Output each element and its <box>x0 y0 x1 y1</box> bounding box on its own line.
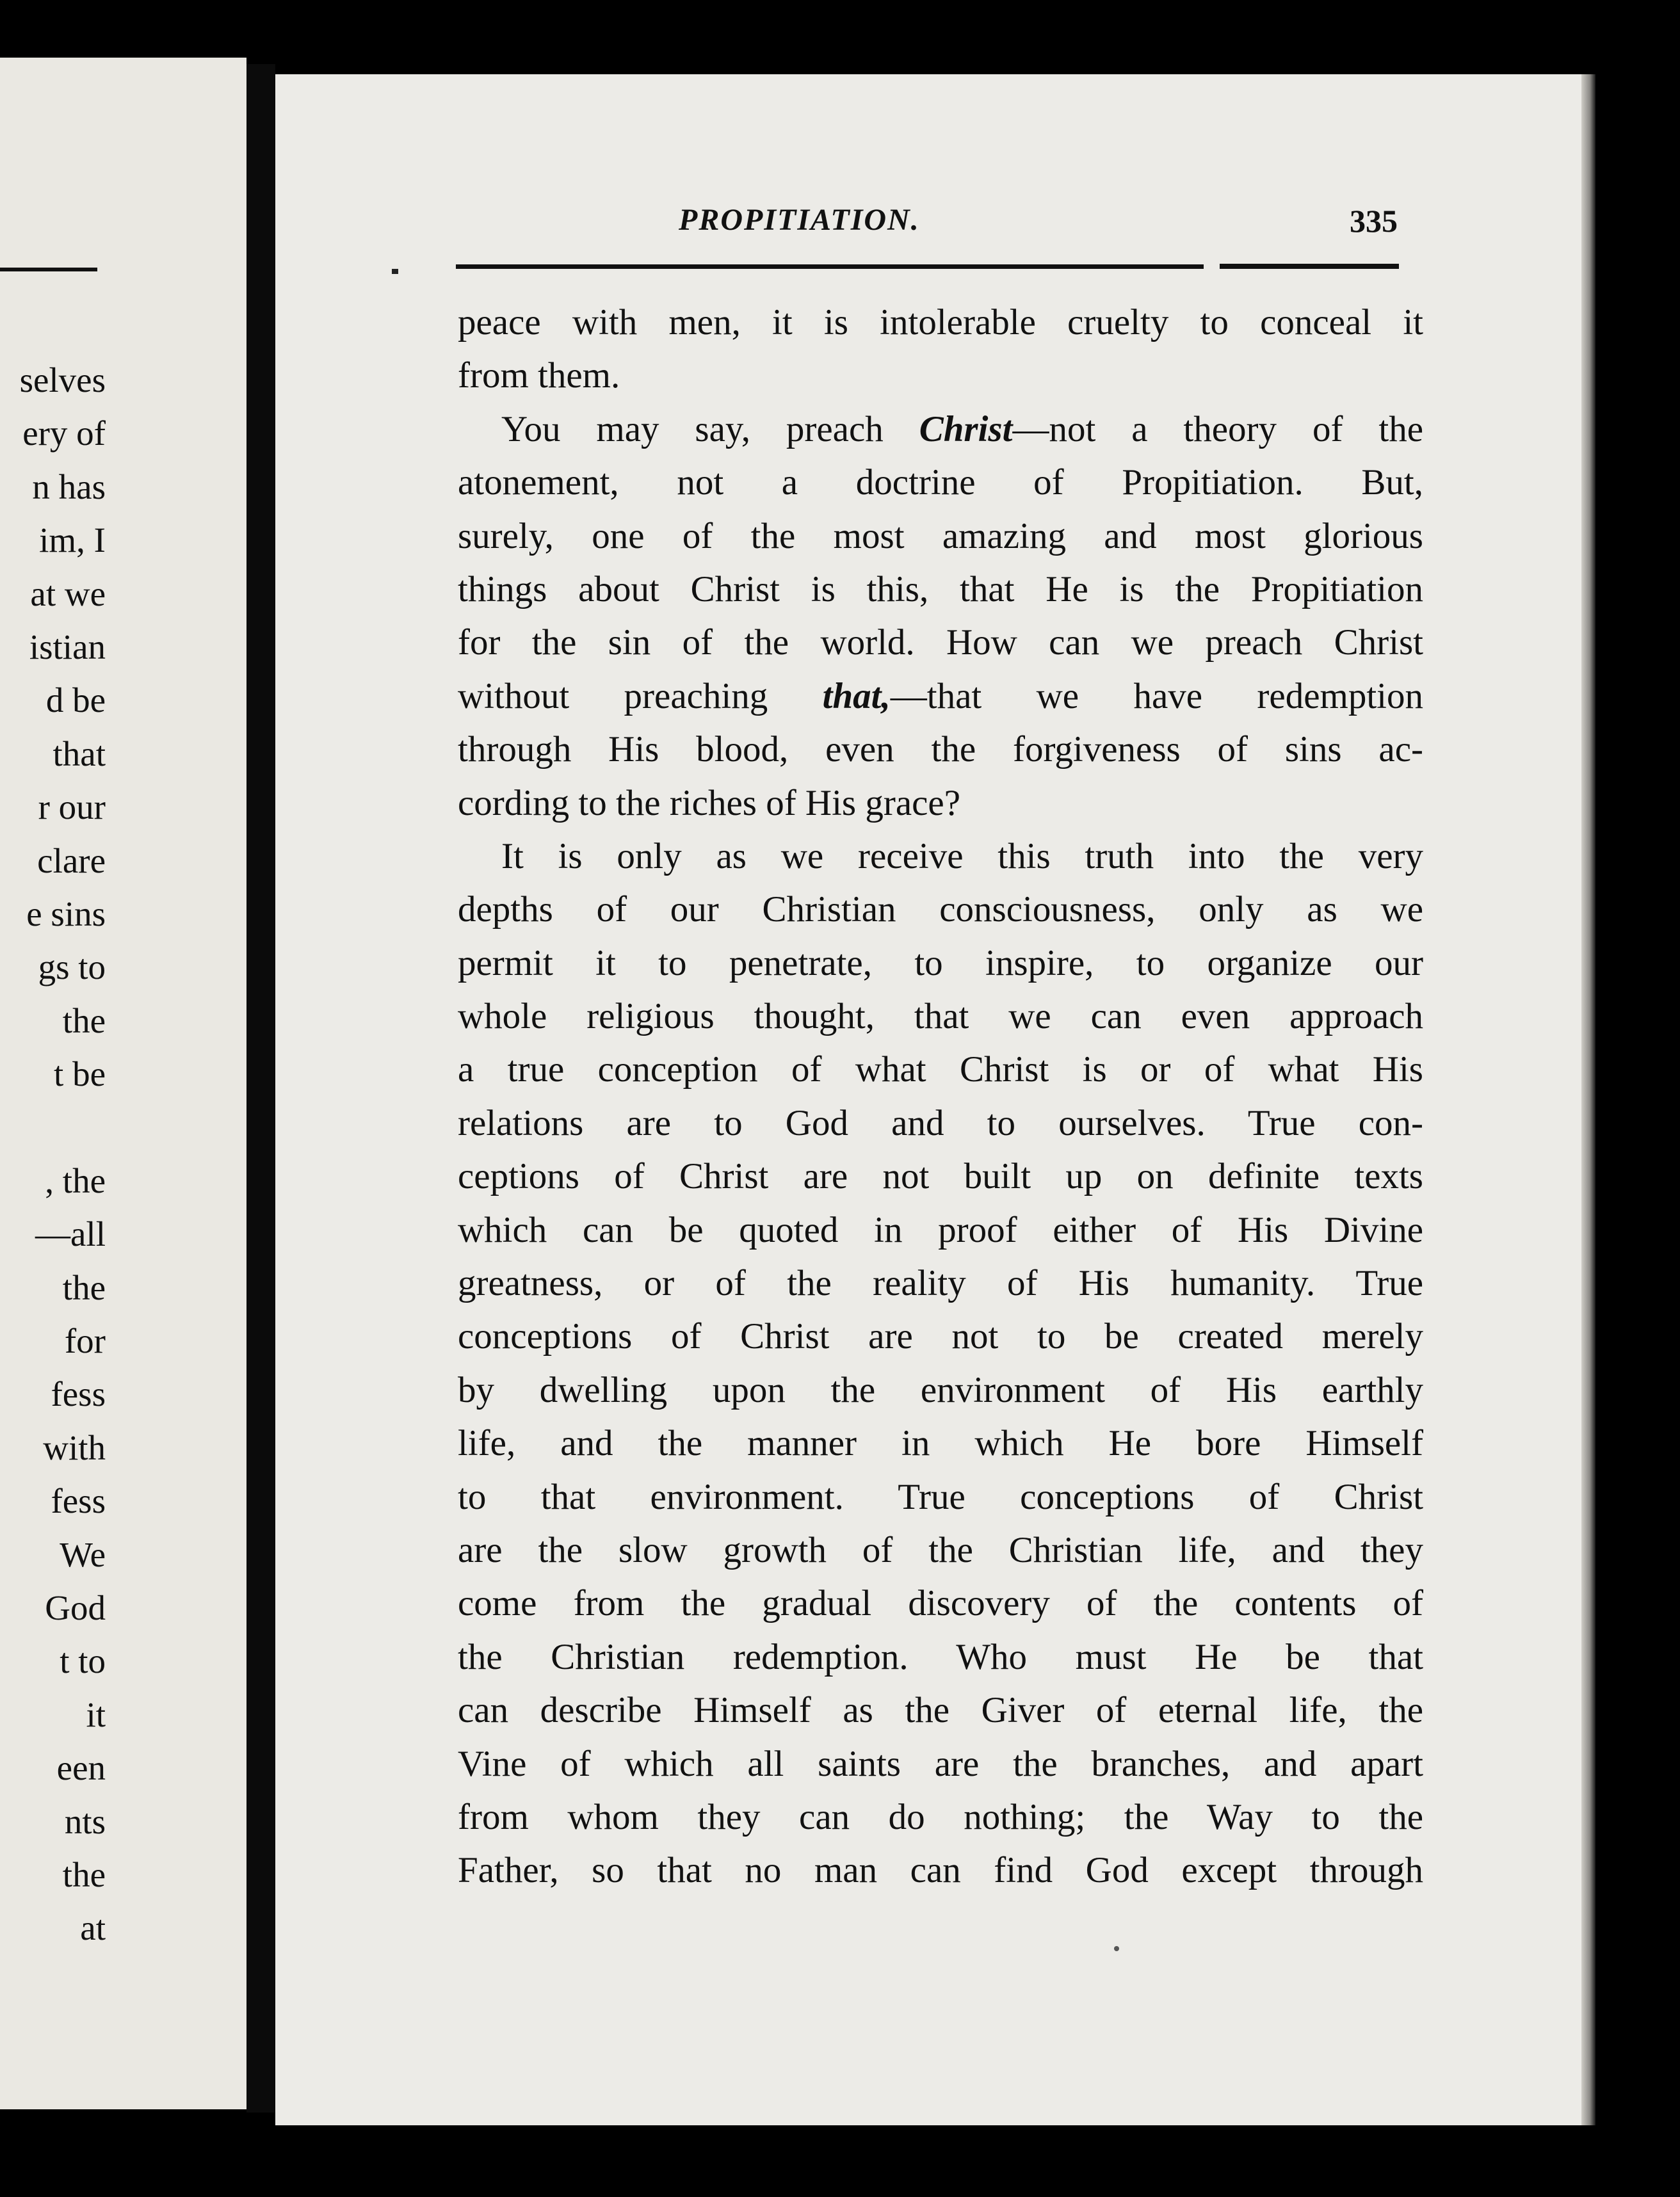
left-page-fragment: selves <box>19 360 106 399</box>
left-page-fragment: fess <box>51 1374 106 1414</box>
left-page-text-fragments <box>0 353 106 1955</box>
left-page <box>0 58 246 2109</box>
left-page-fragment: t be <box>54 1054 106 1094</box>
text-line: come from the gradual discovery of the contents of <box>458 1583 1423 1624</box>
left-page-fragment: with <box>43 1428 106 1467</box>
book-gutter <box>246 64 275 2112</box>
text-line: conceptions of Christ are not to be created merely <box>458 1316 1423 1357</box>
text-line: permit it to penetrate, to inspire, to organize our <box>458 942 1423 983</box>
text-line: peace with men, it is intolerable cruelty to conceal it <box>458 302 1423 342</box>
text-line: from whom they can do nothing; the Way to the <box>458 1796 1423 1837</box>
left-page-fragment: the <box>62 1001 106 1040</box>
text-line: greatness, or of the reality of His humanity. True <box>458 1263 1423 1304</box>
text-line-segment: You may say, preach <box>501 408 919 449</box>
text-line: depths of our Christian consciousness, only as we <box>458 889 1423 930</box>
left-page-fragment: istian <box>29 627 106 666</box>
text-line: are the slow growth of the Christian life, and they <box>458 1529 1423 1570</box>
left-page-fragment: We <box>60 1534 106 1574</box>
left-page-fragment: the <box>62 1268 106 1307</box>
text-line: through His blood, even the forgiveness of sins ac- <box>458 729 1423 770</box>
left-page-fragment: God <box>45 1588 106 1627</box>
text-line: the Christian redemption. Who must He be that <box>458 1636 1423 1677</box>
left-page-fragment: the <box>62 1855 106 1894</box>
text-line-segment: without preaching <box>458 675 823 716</box>
left-page-fragment: im, I <box>39 520 106 560</box>
left-page-fragment: d be <box>45 680 106 720</box>
right-page-edge <box>1581 74 1595 2125</box>
left-page-fragment: ery of <box>22 414 106 453</box>
text-line: atonement, not a doctrine of Propitiation. But, <box>458 462 1423 503</box>
left-page-fragment: n has <box>32 467 106 506</box>
text-line: from them. <box>458 355 620 396</box>
emphasized-word: Christ <box>919 408 1013 449</box>
left-page-fragment: t to <box>60 1641 106 1681</box>
text-line: can describe Himself as the Giver of eternal life, the <box>458 1690 1423 1731</box>
text-line: ceptions of Christ are not built up on definite texts <box>458 1156 1423 1197</box>
text-line: whole religious thought, that we can even approach <box>458 996 1423 1037</box>
text-line: cording to the riches of His grace? <box>458 782 961 823</box>
left-page-header-rule <box>0 268 97 271</box>
header-rule <box>456 264 1204 269</box>
text-line: to that environment. True conceptions of Christ <box>458 1476 1423 1517</box>
text-line: for the sin of the world. How can we preach Christ <box>458 622 1423 663</box>
header-rule-dot <box>392 269 398 274</box>
left-page-fragment <box>0 1100 106 1154</box>
text-line: Father, so that no man can find God except through <box>458 1850 1423 1891</box>
text-line <box>458 670 1423 723</box>
text-line <box>458 403 1423 456</box>
header-rule-short <box>1220 264 1399 269</box>
left-page-fragment: for <box>64 1321 106 1361</box>
left-page-fragment: at <box>80 1908 106 1948</box>
text-line-segment: —not a theory of the <box>1012 408 1423 449</box>
text-line: by dwelling upon the environment of His earthly <box>458 1369 1423 1410</box>
text-line: It is only as we receive this truth into the very <box>501 835 1423 876</box>
left-page-fragment: —all <box>35 1214 106 1254</box>
left-page-fragment: that <box>52 734 106 773</box>
left-page-fragment: , the <box>45 1161 106 1200</box>
left-page-fragment: gs to <box>38 947 106 987</box>
text-line: surely, one of the most amazing and most glorious <box>458 515 1423 556</box>
left-page-fragment: nts <box>64 1801 106 1841</box>
text-line-segment: —that we have redemption <box>890 675 1424 716</box>
page-number: 335 <box>1350 203 1398 239</box>
left-page-fragment: at we <box>30 574 106 613</box>
text-line: which can be quoted in proof either of His Divine <box>458 1209 1423 1250</box>
left-page-fragment: clare <box>37 841 106 880</box>
text-line: things about Christ is this, that He is the Propitiation <box>458 568 1423 609</box>
speck-mark <box>1114 1946 1119 1951</box>
running-head: PROPITIATION. <box>679 203 920 237</box>
emphasized-word: that, <box>822 675 891 716</box>
left-page-fragment: it <box>86 1694 106 1734</box>
text-line: a true conception of what Christ is or of what His <box>458 1049 1423 1090</box>
text-line: Vine of which all saints are the branches, and apart <box>458 1743 1423 1784</box>
left-page-fragment: r our <box>38 787 106 827</box>
body-text <box>458 296 1423 1897</box>
left-page-fragment: e sins <box>26 894 106 933</box>
text-line: relations are to God and to ourselves. True con- <box>458 1102 1423 1143</box>
text-line: life, and the manner in which He bore Himself <box>458 1423 1423 1464</box>
left-page-fragment: fess <box>51 1481 106 1521</box>
left-page-fragment: een <box>56 1748 106 1788</box>
